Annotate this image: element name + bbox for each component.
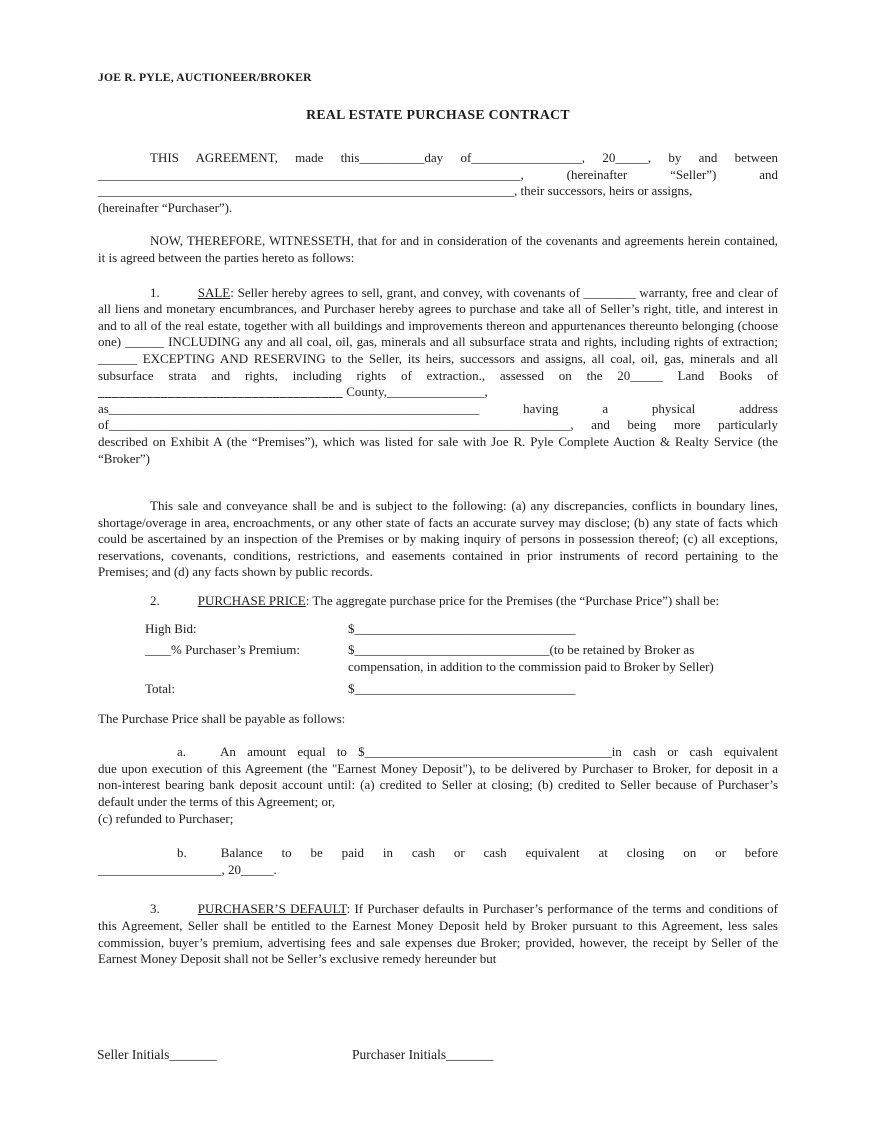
initials-footer bbox=[97, 1046, 797, 1063]
total-blank: $__________________________________ bbox=[348, 680, 576, 696]
letterhead: JOE R. PYLE, AUCTIONEER/BROKER bbox=[98, 71, 312, 84]
high-bid-label: High Bid: bbox=[145, 620, 197, 636]
physical-address-line1 bbox=[98, 401, 778, 418]
premium-row bbox=[145, 641, 778, 658]
of-text: , and being more particularly bbox=[570, 417, 778, 433]
of-blank: _______________________________________________________________________ bbox=[108, 417, 571, 433]
clause-a-last-line: (c) refunded to Purchaser; bbox=[98, 810, 234, 826]
physical-address-line2 bbox=[98, 417, 778, 434]
premium-note-continued: compensation, in addition to the commission paid to Broker by Seller) bbox=[348, 658, 714, 674]
as-blank: _________________________________________________________ bbox=[108, 400, 480, 416]
document-title: REAL ESTATE PURCHASE CONTRACT bbox=[306, 107, 570, 122]
land-books-blank: ___________________________________ bbox=[98, 384, 343, 400]
sale-text-county: County,_______________, bbox=[343, 384, 488, 400]
sale-number: 1. bbox=[150, 284, 160, 300]
sale-text: : Seller hereby agrees to sell, grant, and convey, with covenants of ________ warranty, free and clear of all liens and monetary encumbrances, and Purchaser hereby agrees to purchase and take all of Seller’s right, title, and interest in and to all of the real estate, together with all buildings and improvements thereon and appurtenances thereunto belonging (choose one) ______ INCLUDING any and all coal, oil, gas, minerals and all subsurface strata and rights, including rights of extraction; ______ EXCEPTING AND RESERVING to the Seller, its heirs, successors and assigns, all coal, oil, gas, minerals and all subsurface strata and rights, including rights of extraction., assessed on the 20_____ Land Books of bbox=[98, 284, 778, 383]
as-label: as bbox=[98, 400, 109, 416]
earnest-money-blank: ______________________________________ bbox=[364, 744, 612, 760]
clause-a-number: a. bbox=[177, 744, 187, 760]
of-label: of bbox=[98, 417, 109, 433]
clause-b-text: Balance to be paid in cash or cash equivalent at closing on or before bbox=[220, 845, 778, 861]
purchaser-initials-label: Purchaser Initials bbox=[352, 1047, 447, 1062]
premium-note-continued-row bbox=[145, 658, 778, 675]
total-label: Total: bbox=[145, 680, 176, 696]
purchaser-initials bbox=[352, 1046, 493, 1063]
clause-a bbox=[98, 744, 778, 827]
purchase-price-heading bbox=[98, 593, 778, 610]
seller-name-blank-line: _________________________________________________________________, (hereinafter “Seller”) and bbox=[98, 166, 778, 182]
agreement-intro-paragraph bbox=[98, 150, 778, 216]
premium-blank: $______________________________ bbox=[348, 641, 550, 657]
witnesseth-paragraph: NOW, THEREFORE, WITNESSETH, that for and in consideration of the covenants and agreements herein contained, it is agreed between the parties hereto as follows: bbox=[98, 233, 778, 265]
clause-b-line1 bbox=[98, 845, 778, 862]
clause-a-line1 bbox=[98, 744, 778, 761]
closing-date-blank-line: ___________________, 20_____. bbox=[98, 861, 277, 877]
conveyance-paragraph: This sale and conveyance shall be and is subject to the following: (a) any discrepancies, conflicts in boundary lines, shortage/overage in area, encroachments, or any other state of facts an accurate survey may disclose; (b) any state of facts which could be ascertained by an inspection of the Premises or by making inquiry of persons in possession thereof; (c) all exceptions, reservations, covenants, conditions, restrictions, and easements contained in prior instruments of record pertaining to the Premises; and (d) any facts shown by public records. bbox=[98, 498, 778, 580]
clause-b-number: b. bbox=[177, 845, 187, 861]
contract-body bbox=[98, 0, 778, 968]
seller-initials-label: Seller Initials bbox=[97, 1047, 170, 1062]
clause-b bbox=[98, 845, 778, 878]
high-bid-blank: $__________________________________ bbox=[348, 620, 576, 636]
default-text: : If Purchaser defaults in Purchaser’s performance of the terms and conditions of this Agreement, Seller shall be entitled to the Earnest Money Deposit held by Broker pursuant to this Agreement, less sales commission, buyer’s premium, advertising fees and sale expenses due Broker; provided, however, the receipt by Seller of the Earnest Money Deposit shall not be Seller’s exclusive remedy hereunder but bbox=[98, 901, 778, 967]
clause-a-post: in cash or cash equivalent bbox=[611, 744, 778, 760]
seller-initials bbox=[97, 1047, 217, 1062]
payable-line: The Purchase Price shall be payable as follows: bbox=[98, 710, 346, 726]
clause-a-pre: An amount equal to $ bbox=[220, 744, 365, 760]
default-heading: PURCHASER’S DEFAULT bbox=[197, 901, 347, 917]
purchaser-name-blank-line: ________________________________________________________________, their successors, heirs or assigns, bbox=[98, 183, 693, 199]
purchaser-initials-blank: _______ bbox=[446, 1047, 494, 1062]
price-table bbox=[98, 620, 778, 697]
sale-section bbox=[98, 285, 778, 468]
agreement-intro-line4: (hereinafter “Purchaser”). bbox=[98, 199, 233, 215]
total-row bbox=[145, 680, 778, 697]
sale-closing-text: described on Exhibit A (the “Premises”), which was listed for sale with Joe R. Pyle Complete Auction & Realty Service (the “Broker”) bbox=[98, 433, 778, 466]
purchasers-default-body bbox=[98, 901, 778, 967]
default-number: 3. bbox=[150, 901, 160, 917]
clause-a-body: due upon execution of this Agreement (the "Earnest Money Deposit"), to be delivered by Purchaser to Broker, for deposit in a non-interest bearing bank deposit account until: (a) credited to Seller at closing; (b) credited to Seller because of Purchaser’s default under the terms of this Agreement; or, bbox=[98, 760, 778, 810]
sale-body bbox=[98, 285, 778, 401]
premium-label: ____% Purchaser’s Premium: bbox=[145, 641, 301, 657]
as-text: having a physical address bbox=[479, 400, 778, 416]
purchase-price-text: : The aggregate purchase price for the Premises (the “Purchase Price”) shall be: bbox=[305, 593, 720, 609]
purchase-price-title: PURCHASE PRICE bbox=[197, 593, 306, 609]
high-bid-row bbox=[145, 620, 778, 637]
purchasers-default-section bbox=[98, 901, 778, 967]
purchase-price-number: 2. bbox=[150, 593, 160, 609]
seller-initials-blank: _______ bbox=[169, 1047, 217, 1062]
sale-heading: SALE bbox=[197, 284, 231, 300]
premium-note: (to be retained by Broker as bbox=[549, 641, 695, 657]
agreement-intro-line1: THIS AGREEMENT, made this__________day of_________________, 20_____, by and between bbox=[150, 150, 778, 165]
